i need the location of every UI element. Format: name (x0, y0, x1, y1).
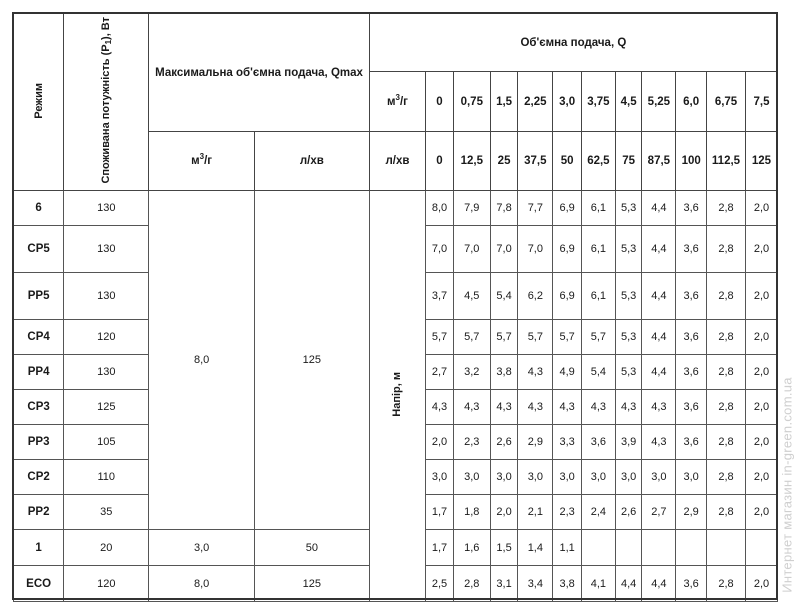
q-lmin-value: 125 (745, 132, 777, 191)
mode-cell: 6 (14, 191, 64, 226)
head-value-cell (581, 530, 615, 566)
head-value-cell: 5,7 (426, 320, 454, 355)
head-value-cell: 2,8 (707, 390, 746, 425)
head-value-cell: 1,5 (490, 530, 518, 566)
head-value-cell: 5,7 (518, 320, 553, 355)
head-value-cell: 2,8 (707, 320, 746, 355)
mode-cell: PP4 (14, 355, 64, 390)
power-cell: 120 (64, 566, 149, 602)
head-value-cell: 6,9 (553, 191, 582, 226)
head-value-cell: 3,4 (518, 566, 553, 602)
qmax-lmin-cell: 50 (254, 530, 369, 566)
head-value-cell: 3,6 (676, 226, 707, 273)
head-value-cell: 5,3 (615, 320, 642, 355)
head-value-cell: 2,0 (745, 390, 777, 425)
qmax-lmin-cell: 125 (254, 566, 369, 602)
head-value-cell: 4,3 (518, 390, 553, 425)
head-value-cell: 3,0 (676, 460, 707, 495)
head-value-cell: 2,8 (453, 566, 490, 602)
q-m3h-value: 2,25 (518, 72, 553, 132)
head-value-cell: 2,0 (490, 495, 518, 530)
qmax-m3h-unit: $м^3/г$ (149, 132, 255, 191)
head-value-cell: 3,6 (676, 390, 707, 425)
head-value-cell: 5,4 (581, 355, 615, 390)
q-lmin-value: 25 (490, 132, 518, 191)
head-value-cell: 2,5 (426, 566, 454, 602)
head-value-cell: 3,6 (676, 566, 707, 602)
watermark: Интернет магазин in-green.com.ua (779, 377, 795, 593)
head-value-cell: 3,6 (676, 355, 707, 390)
head-value-cell: 2,8 (707, 226, 746, 273)
mode-cell: CP2 (14, 460, 64, 495)
mode-cell: CP3 (14, 390, 64, 425)
head-value-cell: 8,0 (426, 191, 454, 226)
q-lmin-value: 87,5 (642, 132, 676, 191)
head-value-cell: 2,0 (745, 460, 777, 495)
mode-cell: ECO (14, 566, 64, 602)
power-cell: 125 (64, 390, 149, 425)
head-value-cell: 1,7 (426, 495, 454, 530)
q-lmin-value: 100 (676, 132, 707, 191)
head-value-cell: 1,8 (453, 495, 490, 530)
head-value-cell: 4,4 (642, 191, 676, 226)
head-value-cell: 3,0 (490, 460, 518, 495)
head-value-cell (745, 530, 777, 566)
head-value-cell: 5,7 (490, 320, 518, 355)
head-value-cell: 2,6 (490, 425, 518, 460)
q-lmin-value: 0 (426, 132, 454, 191)
head-value-cell: 2,4 (581, 495, 615, 530)
head-value-cell: 5,3 (615, 226, 642, 273)
head-value-cell: 3,6 (676, 191, 707, 226)
head-value-cell: 2,8 (707, 273, 746, 320)
head-value-cell: 4,4 (615, 566, 642, 602)
head-value-cell: 5,7 (453, 320, 490, 355)
head-value-cell: 4,9 (553, 355, 582, 390)
mode-cell: PP2 (14, 495, 64, 530)
head-value-cell: 3,0 (615, 460, 642, 495)
head-value-cell: 3,7 (426, 273, 454, 320)
head-value-cell: 3,6 (581, 425, 615, 460)
head-value-cell: 7,0 (490, 226, 518, 273)
head-value-cell: 3,0 (453, 460, 490, 495)
head-value-cell: 2,7 (642, 495, 676, 530)
head-value-cell: 3,1 (490, 566, 518, 602)
head-value-cell: 4,5 (453, 273, 490, 320)
mode-header: Режим (14, 14, 64, 191)
qmax-lmin-unit: л/хв (254, 132, 369, 191)
qmax-lmin-cell: 125 (254, 191, 369, 530)
head-value-cell: 7,9 (453, 191, 490, 226)
mode-cell: PP3 (14, 425, 64, 460)
head-value-cell (676, 530, 707, 566)
head-value-cell: 4,4 (642, 355, 676, 390)
q-m3h-value: 6,75 (707, 72, 746, 132)
pump-performance-table (13, 13, 778, 602)
power-cell: 130 (64, 191, 149, 226)
power-cell: 130 (64, 273, 149, 320)
head-value-cell: 3,0 (553, 460, 582, 495)
q-m3h-value: 0,75 (453, 72, 490, 132)
power-cell: 105 (64, 425, 149, 460)
head-value-cell (642, 530, 676, 566)
power-header: Споживана потужність $(P_1)$, Вт (64, 14, 149, 191)
qmax-m3h-cell: 8,0 (149, 566, 255, 602)
head-value-cell: 2,0 (745, 495, 777, 530)
head-label-text: Напір, м (391, 372, 404, 417)
head-value-cell: 4,4 (642, 566, 676, 602)
head-value-cell: 4,3 (490, 390, 518, 425)
head-value-cell: 4,4 (642, 226, 676, 273)
q-header: Об'ємна подача, Q (369, 14, 777, 72)
q-m3h-unit: $м^3/г$ (369, 72, 425, 132)
head-value-cell: 7,7 (518, 191, 553, 226)
head-value-cell: 3,0 (426, 460, 454, 495)
head-value-cell: 4,3 (642, 425, 676, 460)
q-m3h-value: 0 (426, 72, 454, 132)
head-value-cell: 7,0 (426, 226, 454, 273)
head-value-cell: 2,8 (707, 425, 746, 460)
mode-cell: PP5 (14, 273, 64, 320)
head-value-cell: 2,9 (676, 495, 707, 530)
head-value-cell: 6,1 (581, 191, 615, 226)
head-value-cell: 5,3 (615, 273, 642, 320)
head-value-cell (707, 530, 746, 566)
head-value-cell: 3,6 (676, 273, 707, 320)
q-lmin-unit: л/хв (369, 132, 425, 191)
q-m3h-value: 3,0 (553, 72, 582, 132)
head-value-cell: 3,0 (518, 460, 553, 495)
q-m3h-value: 7,5 (745, 72, 777, 132)
head-value-cell: 2,7 (426, 355, 454, 390)
head-value-cell: 3,2 (453, 355, 490, 390)
head-value-cell: 4,3 (615, 390, 642, 425)
head-value-cell: 2,0 (745, 226, 777, 273)
table-row (14, 191, 778, 226)
q-lmin-value: 75 (615, 132, 642, 191)
head-value-cell: 2,1 (518, 495, 553, 530)
head-value-cell: 1,6 (453, 530, 490, 566)
head-value-cell: 3,6 (676, 320, 707, 355)
head-value-cell: 2,6 (615, 495, 642, 530)
head-value-cell: 6,1 (581, 273, 615, 320)
qmax-m3h-cell: 3,0 (149, 530, 255, 566)
head-label (369, 191, 425, 602)
head-value-cell: 2,0 (745, 425, 777, 460)
head-value-cell: 2,0 (745, 273, 777, 320)
q-lmin-value: 62,5 (581, 132, 615, 191)
head-value-cell: 3,9 (615, 425, 642, 460)
head-value-cell: 2,9 (518, 425, 553, 460)
power-cell: 110 (64, 460, 149, 495)
head-value-cell: 2,0 (745, 566, 777, 602)
head-value-cell: 2,8 (707, 355, 746, 390)
power-cell: 120 (64, 320, 149, 355)
q-lmin-value: 112,5 (707, 132, 746, 191)
head-value-cell: 4,3 (426, 390, 454, 425)
head-value-cell: 4,3 (642, 390, 676, 425)
head-value-cell: 7,0 (453, 226, 490, 273)
head-value-cell: 3,8 (490, 355, 518, 390)
head-value-cell: 4,3 (518, 355, 553, 390)
q-m3h-value: 6,0 (676, 72, 707, 132)
head-value-cell: 2,8 (707, 495, 746, 530)
head-value-cell: 5,3 (615, 191, 642, 226)
head-value-cell: 2,0 (745, 320, 777, 355)
head-value-cell: 6,9 (553, 273, 582, 320)
head-value-cell: 5,7 (553, 320, 582, 355)
head-value-cell: 2,0 (745, 191, 777, 226)
head-value-cell: 5,7 (581, 320, 615, 355)
head-value-cell: 4,3 (581, 390, 615, 425)
head-value-cell: 4,3 (453, 390, 490, 425)
q-m3h-value: 1,5 (490, 72, 518, 132)
head-value-cell: 2,3 (553, 495, 582, 530)
q-m3h-value: 4,5 (615, 72, 642, 132)
q-m3h-value: 3,75 (581, 72, 615, 132)
head-value-cell: 2,8 (707, 566, 746, 602)
head-value-cell (615, 530, 642, 566)
head-value-cell: 2,8 (707, 460, 746, 495)
power-cell: 35 (64, 495, 149, 530)
mode-cell: 1 (14, 530, 64, 566)
head-value-cell: 5,3 (615, 355, 642, 390)
head-value-cell: 2,8 (707, 191, 746, 226)
q-m3h-value: 5,25 (642, 72, 676, 132)
head-value-cell: 4,4 (642, 320, 676, 355)
head-value-cell: 6,9 (553, 226, 582, 273)
q-lmin-value: 12,5 (453, 132, 490, 191)
head-value-cell: 4,3 (553, 390, 582, 425)
q-lmin-value: 37,5 (518, 132, 553, 191)
head-value-cell: 3,6 (676, 425, 707, 460)
head-value-cell: 3,3 (553, 425, 582, 460)
qmax-m3h-cell: 8,0 (149, 191, 255, 530)
mode-cell: CP4 (14, 320, 64, 355)
mode-cell: CP5 (14, 226, 64, 273)
power-cell: 130 (64, 355, 149, 390)
head-value-cell: 7,8 (490, 191, 518, 226)
head-value-cell: 7,0 (518, 226, 553, 273)
head-value-cell: 6,2 (518, 273, 553, 320)
head-value-cell: 4,1 (581, 566, 615, 602)
head-value-cell: 3,0 (581, 460, 615, 495)
head-value-cell: 2,0 (745, 355, 777, 390)
head-value-cell: 1,7 (426, 530, 454, 566)
head-value-cell: 2,0 (426, 425, 454, 460)
head-value-cell: 1,1 (553, 530, 582, 566)
table-header (14, 14, 778, 191)
head-value-cell: 3,0 (642, 460, 676, 495)
head-value-cell: 3,8 (553, 566, 582, 602)
table-body (14, 191, 778, 602)
power-cell: 20 (64, 530, 149, 566)
head-value-cell: 6,1 (581, 226, 615, 273)
q-lmin-value: 50 (553, 132, 582, 191)
head-value-cell: 2,3 (453, 425, 490, 460)
power-cell: 130 (64, 226, 149, 273)
head-value-cell: 1,4 (518, 530, 553, 566)
qmax-header: Максимальна об'ємна подача, Qmax (149, 14, 369, 132)
head-value-cell: 4,4 (642, 273, 676, 320)
head-value-cell: 5,4 (490, 273, 518, 320)
